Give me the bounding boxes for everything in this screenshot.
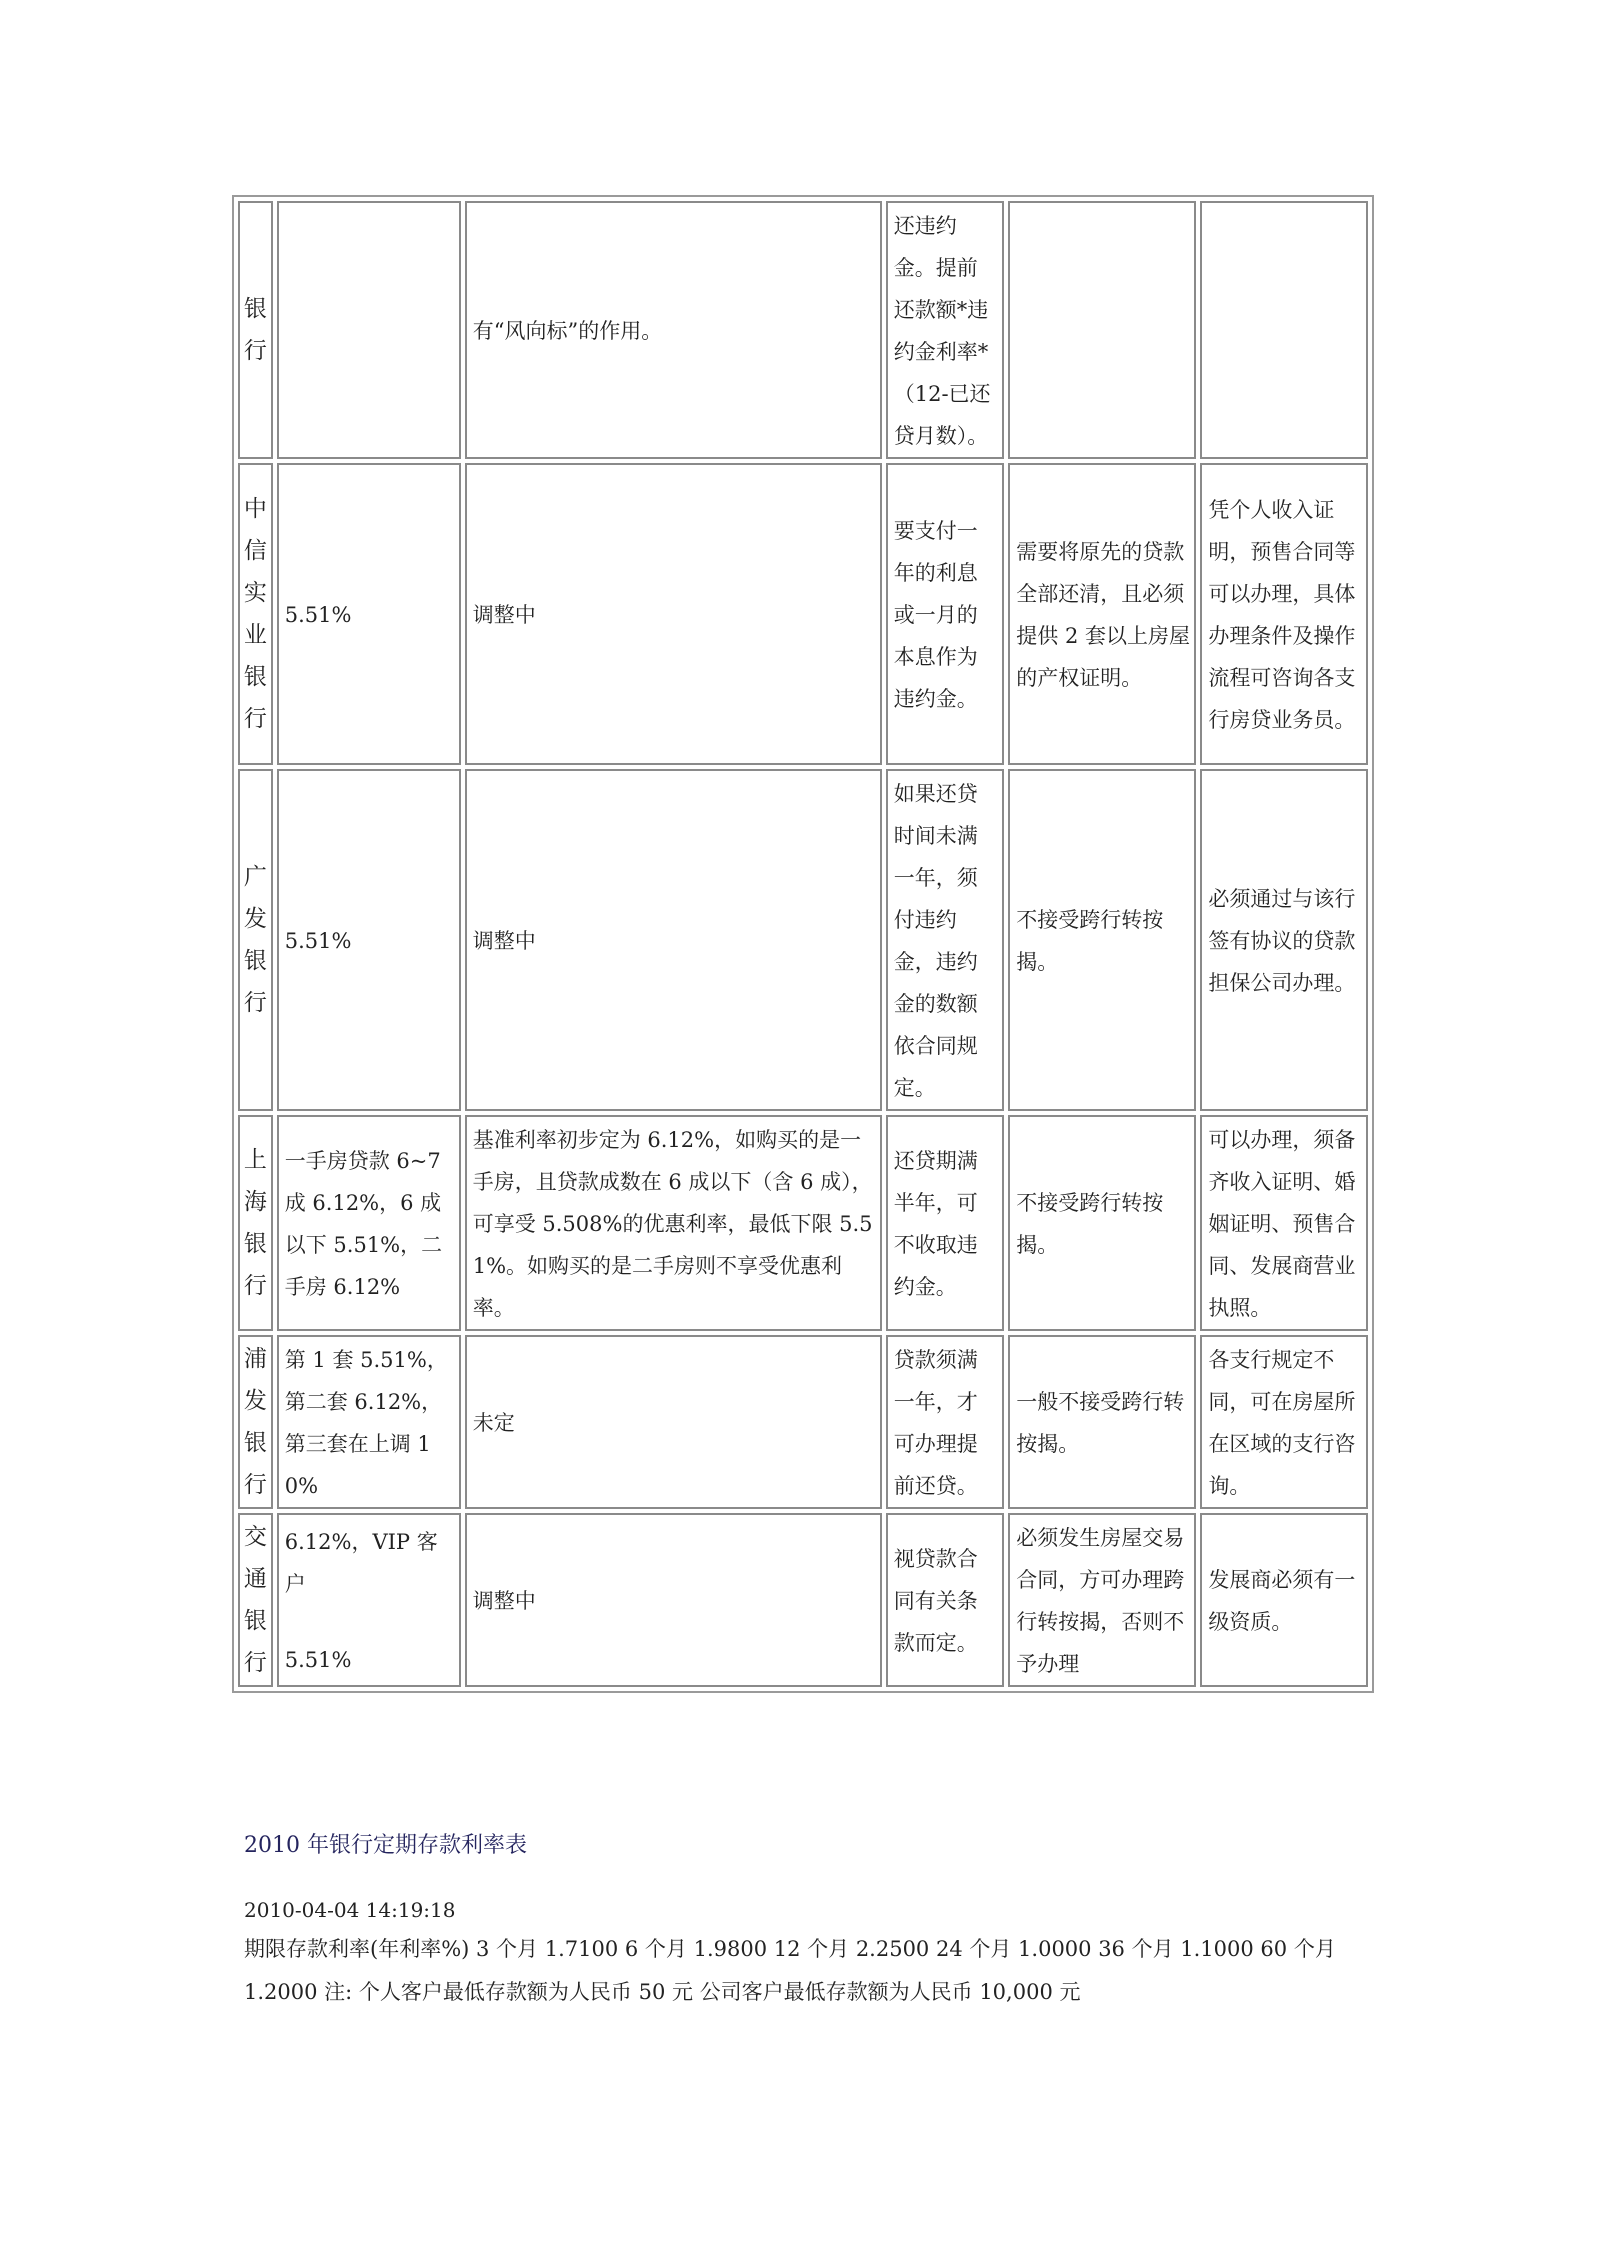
penalty-cell: 视贷款合同有关条款而定。 bbox=[886, 1513, 1005, 1687]
bank-name-cell: 中信实业银行 bbox=[238, 463, 273, 765]
table-row bbox=[238, 1115, 1368, 1331]
penalty-cell: 贷款须满一年，才可办理提前还贷。 bbox=[886, 1335, 1005, 1509]
rate-cell bbox=[277, 201, 461, 459]
transfer-cell: 一般不接受跨行转按揭。 bbox=[1008, 1335, 1196, 1509]
table-row bbox=[238, 1335, 1368, 1509]
note-cell: 调整中 bbox=[465, 1513, 882, 1687]
transfer-cell: 需要将原先的贷款全部还清，且必须提供 2 套以上房屋的产权证明。 bbox=[1008, 463, 1196, 765]
rate-line: 5.51% bbox=[284, 1648, 352, 1672]
rate-cell: 一手房贷款 6~7 成 6.12%，6 成以下 5.51%，二手房 6.12% bbox=[277, 1115, 461, 1331]
bank-name-cell: 交通银行 bbox=[238, 1513, 273, 1687]
penalty-cell: 要支付一年的利息或一月的本息作为违约金。 bbox=[886, 463, 1005, 765]
rate-cell: 5.51% bbox=[277, 769, 461, 1111]
rate-cell: 第 1 套 5.51%，第二套 6.12%，第三套在上调 10% bbox=[277, 1335, 461, 1509]
conditions-cell: 凭个人收入证明，预售合同等可以办理，具体办理条件及操作流程可咨询各支行房贷业务员。 bbox=[1200, 463, 1368, 765]
note-cell: 调整中 bbox=[465, 769, 882, 1111]
bank-loan-table bbox=[232, 195, 1374, 1693]
table-row bbox=[238, 1513, 1368, 1687]
penalty-cell: 还违约金。提前还款额*违约金利率*（12-已还贷月数）。 bbox=[886, 201, 1005, 459]
note-cell: 调整中 bbox=[465, 463, 882, 765]
transfer-cell: 不接受跨行转按揭。 bbox=[1008, 769, 1196, 1111]
note-cell: 基准利率初步定为 6.12%，如购买的是一手房，且贷款成数在 6 成以下（含 6 成），可享受 5.508%的优惠利率，最低下限 5.51%。如购买的是二手房则不享受优惠利率。 bbox=[465, 1115, 882, 1331]
article-timestamp: 2010-04-04 14:19:18 bbox=[244, 1898, 456, 1922]
penalty-cell: 如果还贷时间未满一年，须付违约金，违约金的数额依合同规定。 bbox=[886, 769, 1005, 1111]
table-row bbox=[238, 769, 1368, 1111]
rate-line: 6.12%，VIP 客户 bbox=[284, 1530, 438, 1596]
bank-name-cell: 上海银行 bbox=[238, 1115, 273, 1331]
conditions-cell bbox=[1200, 201, 1368, 459]
transfer-cell: 不接受跨行转按揭。 bbox=[1008, 1115, 1196, 1331]
transfer-cell: 必须发生房屋交易合同，方可办理跨行转按揭，否则不予办理 bbox=[1008, 1513, 1196, 1687]
conditions-cell: 必须通过与该行签有协议的贷款担保公司办理。 bbox=[1200, 769, 1368, 1111]
table-row bbox=[238, 201, 1368, 459]
article-title: 2010 年银行定期存款利率表 bbox=[244, 1833, 527, 1858]
rate-cell bbox=[277, 1513, 461, 1687]
conditions-cell: 各支行规定不同，可在房屋所在区域的支行咨询。 bbox=[1200, 1335, 1368, 1509]
rate-cell: 5.51% bbox=[277, 463, 461, 765]
penalty-cell: 还贷期满半年，可不收取违约金。 bbox=[886, 1115, 1005, 1331]
bank-name-cell: 银行 bbox=[238, 201, 273, 459]
conditions-cell: 发展商必须有一级资质。 bbox=[1200, 1513, 1368, 1687]
table-row bbox=[238, 463, 1368, 765]
note-cell: 有“风向标”的作用。 bbox=[465, 201, 882, 459]
conditions-cell: 可以办理，须备齐收入证明、婚姻证明、预售合同、发展商营业执照。 bbox=[1200, 1115, 1368, 1331]
transfer-cell bbox=[1008, 201, 1196, 459]
bank-name-cell: 广发银行 bbox=[238, 769, 273, 1111]
bank-name-cell: 浦发银行 bbox=[238, 1335, 273, 1509]
note-cell: 未定 bbox=[465, 1335, 882, 1509]
article-body: 期限存款利率(年利率%) 3 个月 1.7100 6 个月 1.9800 12 个月 2.2500 24 个月 1.0000 36 个月 1.1000 60 个月 1.2000 注: 个人客户最低存款额为人民币 50 元 公司客户最低存款额为人民币 10,000 元 bbox=[244, 1937, 1336, 2004]
